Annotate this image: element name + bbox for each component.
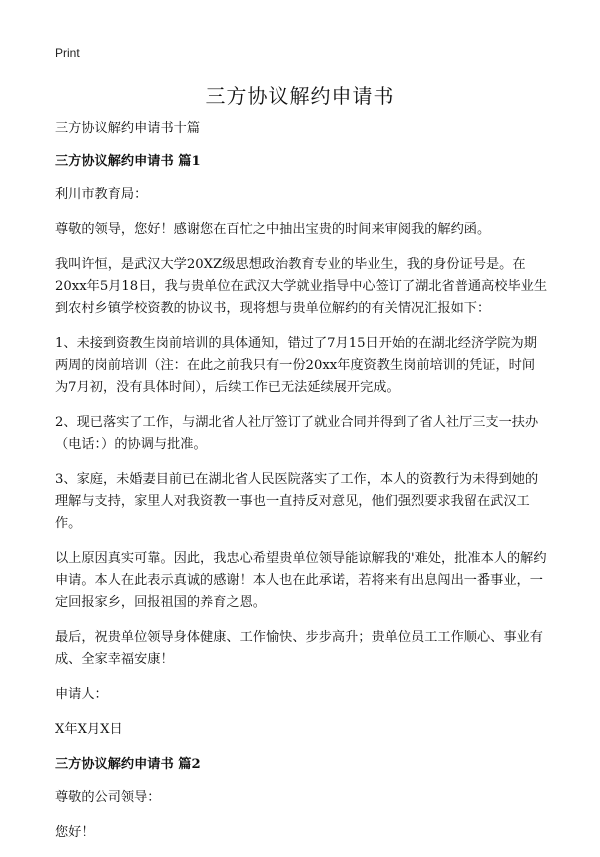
section-heading-2: 三方协议解约申请书 篇2 bbox=[55, 757, 201, 772]
recipient-line-2: 尊敬的公司领导： bbox=[55, 790, 161, 805]
section-heading-1: 三方协议解约申请书 篇1 bbox=[55, 154, 201, 169]
greeting-paragraph: 尊敬的领导，您好！感谢您在百忙之中抽出宝贵的时间来审阅我的解约函。 bbox=[55, 222, 491, 237]
body-paragraph-reason-2: 2、现已落实了工作，与湖北省人社厅签订了就业合同并得到了省人社厅三支一扶办（电话：）的协调与批准。 bbox=[55, 415, 539, 452]
body-paragraph-closing: 最后，祝贵单位领导身体健康、工作愉快、步步高升；贵单位员工工作顺心、事业有成、全家幸福安康！ bbox=[55, 630, 543, 667]
print-label[interactable]: Print bbox=[55, 46, 80, 60]
applicant-line: 申请人： bbox=[55, 687, 108, 702]
page-title: 三方协议解约申请书 bbox=[205, 84, 395, 108]
body-paragraph-reason-3: 3、家庭，未婚妻目前已在湖北省人民医院落实了工作，本人的资教行为未得到她的理解与支持，家里人对我资教一事也一直持反对意见，他们强烈要求我留在武汉工作。 bbox=[55, 472, 539, 531]
body-paragraph-request: 以上原因真实可靠。因此，我忠心希望贵单位领导能谅解我的'难处，批准本人的解约申请。本人在此表示真诚的感谢！本人也在此承诺，若将来有出息闯出一番事业，一定回报家乡，回报祖国的养育之恩。 bbox=[55, 551, 547, 610]
date-line: X年X月X日 bbox=[55, 722, 123, 737]
document-body bbox=[55, 118, 548, 857]
body-paragraph-intro: 我叫许恒，是武汉大学20XZ级思想政治教育专业的毕业生，我的身份证号是。在20xx年5月18日，我与贵单位在武汉大学就业指导中心签订了湖北省普通高校毕业生到农村乡镇学校资教的协议书，现将想与贵单位解约的有关情况汇报如下： bbox=[55, 257, 548, 316]
body-paragraph-reason-1: 1、未接到资教生岗前培训的具体通知，错过了7月15日开始的在湖北经济学院为期两周的岗前培训（注：在此之前我只有一份20xx年度资教生岗前培训的凭证，时间为7月初，没有具体时间），后续工作已无法延续展开完成。 bbox=[55, 336, 537, 395]
recipient-line: 利川市教育局： bbox=[55, 187, 148, 202]
greeting-line-2: 您好！ bbox=[55, 825, 95, 840]
document-subtitle: 三方协议解约申请书十篇 bbox=[55, 121, 201, 136]
